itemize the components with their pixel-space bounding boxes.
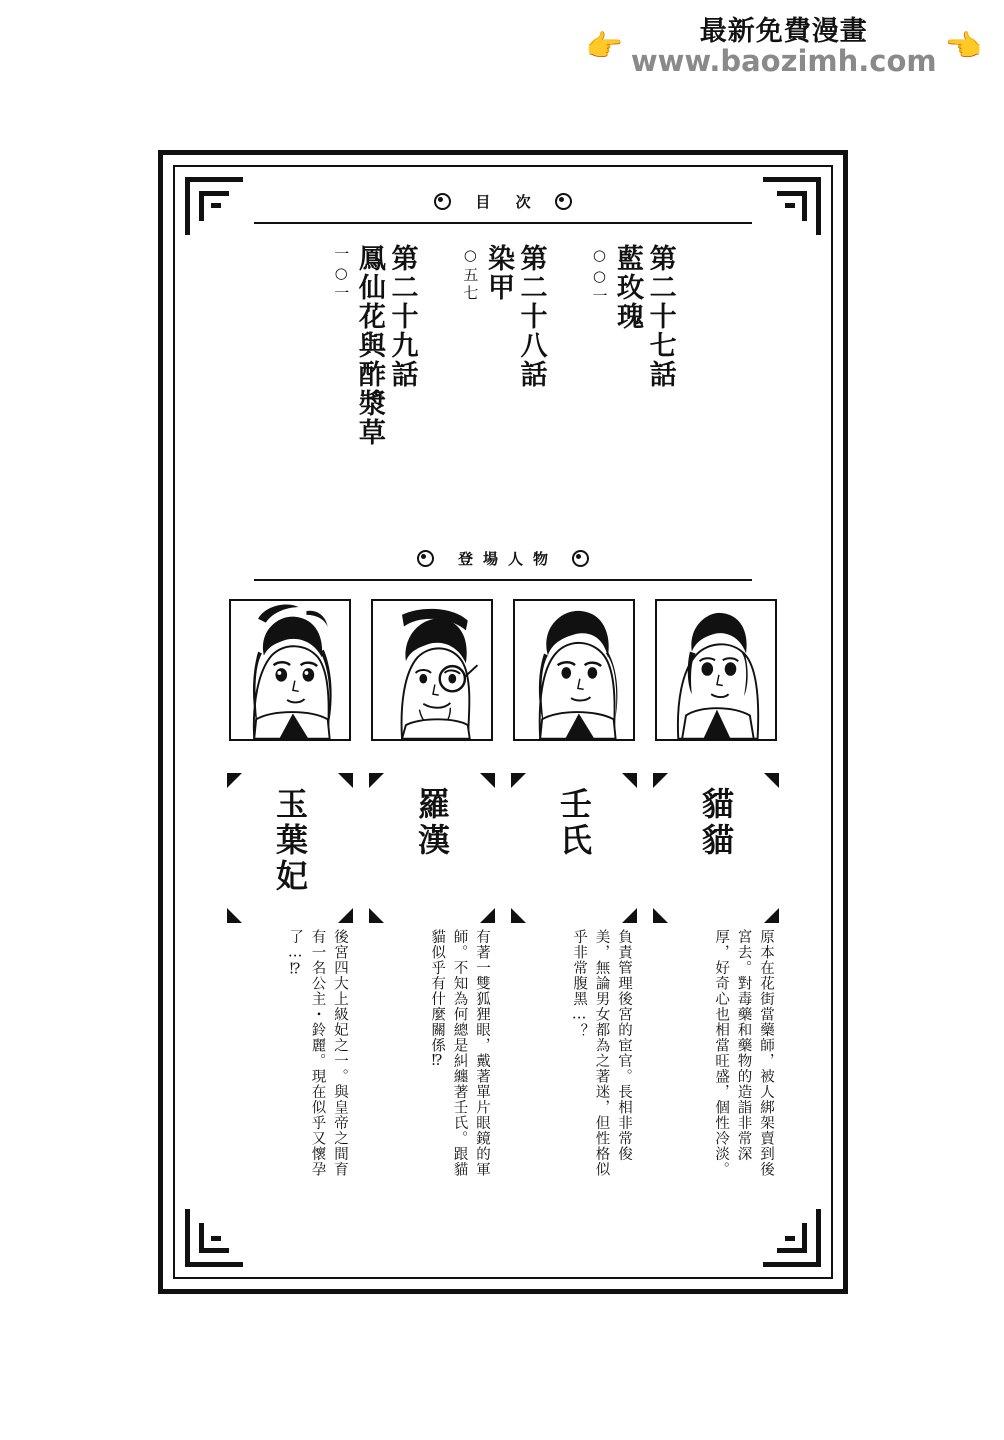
pointing-hand-right-icon: 👈 [944, 29, 982, 65]
toc-chapter-title: 藍玫瑰 [612, 244, 644, 331]
toc-page-number: 一○一 [332, 246, 351, 303]
character-description: 有著一雙狐狸眼，戴著單片眼鏡的軍師。不知為何總是糾纏著壬氏。跟貓貓似乎有什麼關係⁉ [429, 929, 490, 1177]
name-bracket-frame [655, 773, 777, 923]
character-description-row [199, 929, 807, 1189]
characters-heading [199, 548, 807, 569]
character-description-cell [655, 929, 777, 1189]
portrait-lakan [371, 599, 493, 741]
character-card [371, 599, 493, 741]
watermark-title: 最新免費漫畫 [699, 16, 868, 47]
bracket-corner-icon [653, 908, 668, 923]
bullet-dot-icon [555, 193, 572, 210]
toc-entry[interactable] [461, 244, 547, 544]
bracket-corner-icon [369, 773, 384, 788]
character-description: 後宮四大上級妃之一。與皇帝之間育有一名公主・鈴麗。現在似乎又懷孕了…⁉ [287, 929, 348, 1177]
toc-chapter-number: 第二十八話 [515, 244, 547, 389]
pointing-hand-left-icon: 👉 [585, 29, 623, 65]
page-content [199, 191, 807, 1253]
portrait-maomao [655, 599, 777, 741]
character-card [229, 599, 351, 741]
portrait-jinshi [513, 599, 635, 741]
characters-section [199, 548, 807, 1189]
characters-heading-label: 登場人物 [457, 550, 558, 568]
character-card [655, 599, 777, 741]
character-name-row [199, 759, 807, 923]
toc-chapter-number: 第二十七話 [644, 244, 676, 389]
bracket-corner-icon [511, 773, 526, 788]
character-description: 原本在花街當藥師，被人綁架賣到後宮去。對毒藥和藥物的造詣非常深厚，好奇心也相當旺盛，個性冷淡。 [713, 929, 774, 1177]
toc-page-number: ○五七 [461, 246, 480, 303]
bullet-dot-icon [572, 550, 589, 567]
toc-heading [199, 191, 807, 212]
bracket-corner-icon [480, 773, 495, 788]
toc-entry[interactable] [332, 244, 418, 544]
character-description-cell [229, 929, 351, 1189]
bracket-corner-icon [338, 773, 353, 788]
bullet-dot-icon [417, 550, 434, 567]
bracket-corner-icon [511, 908, 526, 923]
bullet-dot-icon [434, 193, 451, 210]
character-name-cell [513, 759, 635, 923]
name-bracket-frame [513, 773, 635, 923]
toc-chapter-title: 鳳仙花與酢漿草 [353, 244, 385, 447]
watermark-url: www.baozimh.com [630, 44, 937, 79]
character-description-cell [513, 929, 635, 1189]
toc-chapter-title: 染甲 [482, 244, 514, 302]
divider [254, 222, 752, 224]
toc-page-number: ○○一 [590, 246, 609, 306]
character-portrait-row [199, 599, 807, 741]
bracket-corner-icon [227, 773, 242, 788]
bracket-corner-icon [227, 908, 242, 923]
toc-chapter-number: 第二十九話 [386, 244, 418, 389]
character-name: 壬氏 [555, 787, 593, 859]
character-name-cell [229, 759, 351, 923]
site-watermark [585, 18, 982, 77]
bracket-corner-icon [622, 773, 637, 788]
toc-entry[interactable] [591, 244, 674, 544]
bracket-corner-icon [480, 908, 495, 923]
bracket-corner-icon [338, 908, 353, 923]
bracket-corner-icon [764, 773, 779, 788]
bracket-corner-icon [369, 908, 384, 923]
name-bracket-frame [371, 773, 493, 923]
bracket-corner-icon [653, 773, 668, 788]
character-name-cell [371, 759, 493, 923]
bracket-corner-icon [764, 908, 779, 923]
character-card [513, 599, 635, 741]
divider [254, 579, 752, 581]
name-bracket-frame [229, 773, 351, 923]
bracket-corner-icon [622, 908, 637, 923]
portrait-gyokuyou [229, 599, 351, 741]
character-name: 玉葉妃 [271, 787, 309, 895]
toc-section [199, 191, 807, 544]
toc-heading-label: 目 次 [475, 193, 541, 211]
character-name: 貓貓 [697, 787, 735, 859]
character-name-cell [655, 759, 777, 923]
character-description-cell [371, 929, 493, 1189]
character-description: 負責管理後宮的宦官。長相非常俊美，無論男女都為之著迷，但性格似乎非常腹黑…？ [571, 929, 632, 1177]
character-name: 羅漢 [413, 787, 451, 859]
page-border [158, 150, 848, 1294]
toc-list [199, 244, 807, 544]
